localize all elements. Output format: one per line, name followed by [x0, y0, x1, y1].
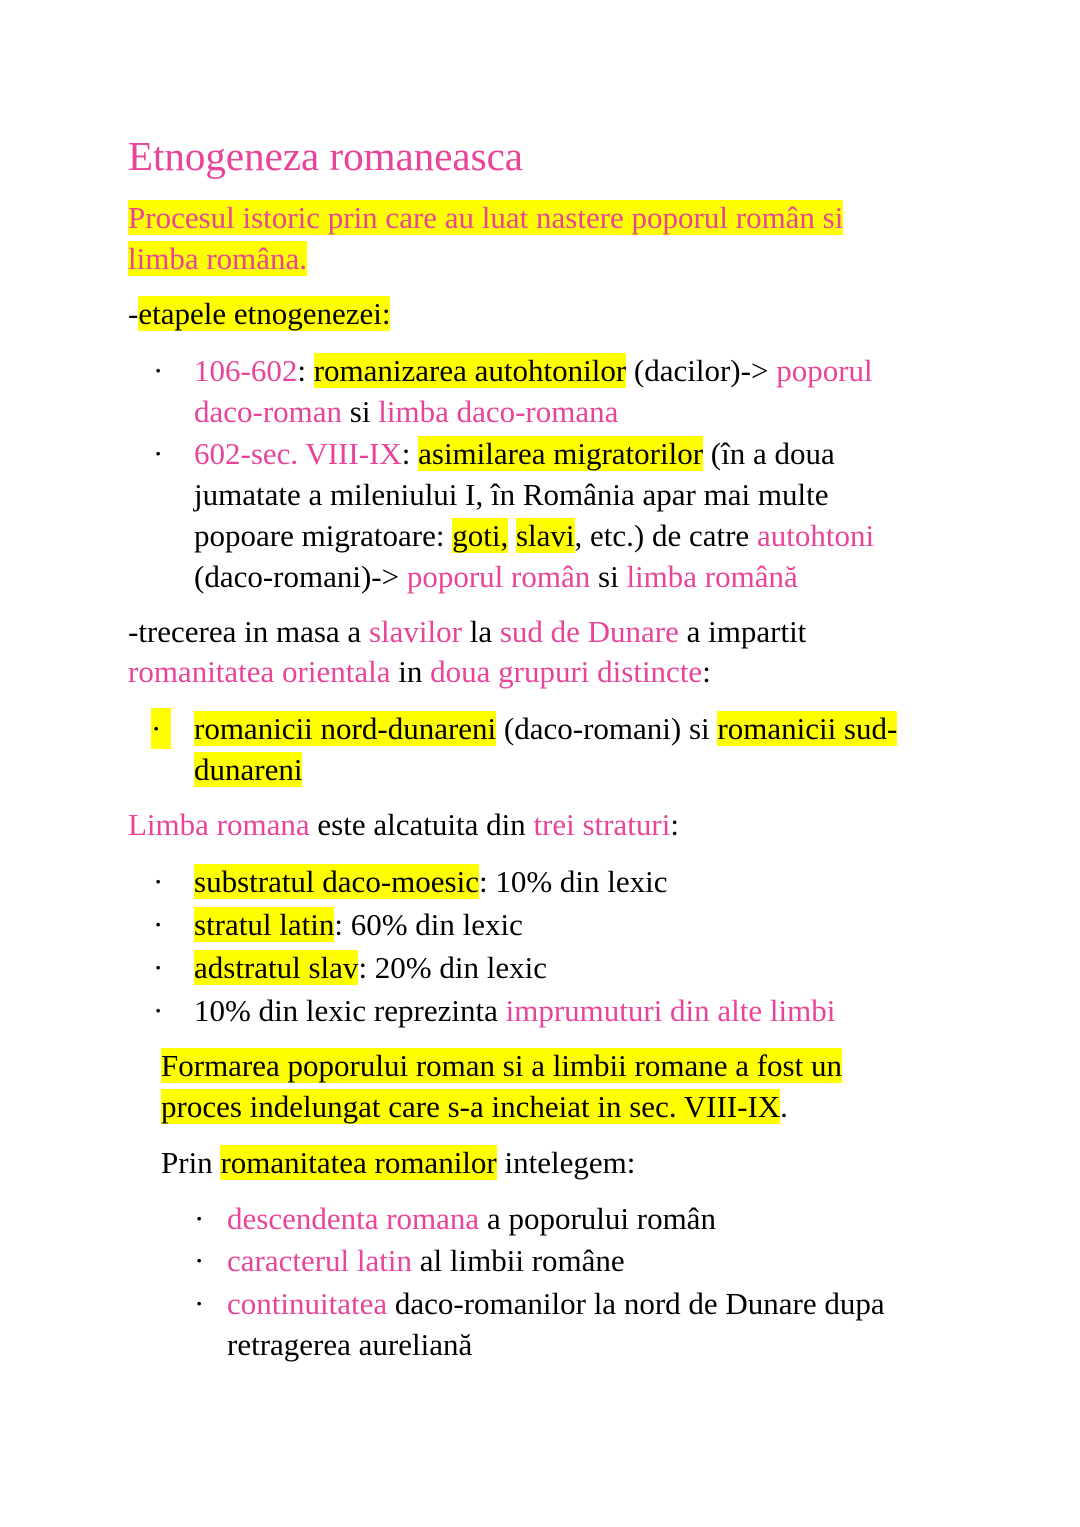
- period: .: [780, 1089, 788, 1124]
- layer-share: : 60% din lexic: [334, 907, 523, 942]
- group-south: dunareni: [194, 752, 303, 787]
- text: daco-romanilor la nord de Dunare dupa: [387, 1286, 885, 1321]
- layer-item: [194, 947, 547, 988]
- layer-share: : 20% din lexic: [358, 950, 547, 985]
- keyword: caracterul latin: [227, 1243, 413, 1278]
- groups-line-2: [194, 749, 302, 790]
- stage-name: romanizarea autohtonilor: [313, 353, 627, 388]
- stage-text: si: [590, 559, 627, 594]
- stage-1-line-1: [194, 350, 873, 391]
- layer-name: substratul daco-moesic: [194, 864, 479, 899]
- conclusion-text: Formarea poporului roman si a limbii romane a fost un: [161, 1048, 842, 1083]
- keyword: romanitatea orientala: [128, 654, 391, 689]
- stage-2-line-3: [194, 515, 874, 556]
- romanity-point: [227, 1198, 716, 1239]
- stage-text: popoare migratoare:: [194, 518, 453, 553]
- definition-text: Procesul istoric prin care au luat nastere poporul român si: [128, 200, 844, 235]
- keyword: romanitatea romanilor: [220, 1145, 497, 1180]
- stage-text: (daco-romani)->: [194, 559, 407, 594]
- layer-name: adstratul slav: [194, 950, 359, 985]
- dash: -: [128, 296, 139, 331]
- romanity-point-continued: retragerea aureliană: [227, 1327, 473, 1362]
- keyword: continuitatea: [227, 1286, 388, 1321]
- bullet-icon: ·: [153, 993, 164, 1028]
- stage-date: 106-602: [194, 353, 298, 388]
- stage-result: autohtoni: [756, 518, 875, 553]
- conclusion-text: proces indelungat care s-a incheiat in sec. VIII-IX: [161, 1089, 781, 1124]
- layer-item: [194, 904, 523, 945]
- sep: :: [297, 353, 314, 388]
- bullet-icon: ·: [153, 864, 164, 899]
- romanity-point: [227, 1283, 885, 1324]
- text: in: [390, 654, 431, 689]
- text: intelegem:: [496, 1145, 636, 1180]
- romanity-intro: [161, 1142, 635, 1183]
- text: (daco-romani) si: [496, 711, 718, 746]
- keyword: imprumuturi din alte limbi: [505, 993, 836, 1028]
- groups-line-1: [194, 708, 897, 749]
- slavs-paragraph-line-1: [128, 611, 806, 652]
- bullet-icon: ·: [153, 353, 164, 388]
- keyword: Limba romana: [128, 807, 310, 842]
- stage-text: , etc.) de catre: [574, 518, 757, 553]
- stage-date: 602-sec. VIII-IX: [194, 436, 402, 471]
- text: :: [670, 807, 679, 842]
- stages-heading-text: etapele etnogenezei:: [138, 296, 391, 331]
- stage-result: limba daco-romana: [378, 394, 619, 429]
- slavs-paragraph-line-2: [128, 651, 711, 692]
- layer-item: [194, 990, 835, 1031]
- keyword: slavilor: [368, 614, 462, 649]
- stage-2-line-4: [194, 556, 798, 597]
- keyword: sud de Dunare: [499, 614, 679, 649]
- text: -trecerea in masa a: [128, 614, 369, 649]
- stage-text: si: [342, 394, 379, 429]
- bullet-icon: ·: [194, 1201, 205, 1236]
- layer-name: stratul latin: [194, 907, 335, 942]
- text: Prin: [161, 1145, 221, 1180]
- bullet-icon: ·: [153, 950, 164, 985]
- sep: :: [401, 436, 419, 471]
- stage-2-line-1: [194, 433, 835, 474]
- layer-share: 10% din lexic reprezinta: [194, 993, 506, 1028]
- text: :: [702, 654, 711, 689]
- stage-name: asimilarea migratorilor: [418, 436, 704, 471]
- keyword: doua grupuri distincte: [430, 654, 703, 689]
- stage-text: (în a doua: [703, 436, 835, 471]
- stage-text: (dacilor)->: [626, 353, 777, 388]
- definition-line-1: [128, 197, 843, 238]
- stage-result: poporul român: [406, 559, 591, 594]
- bullet-icon: ·: [153, 907, 164, 942]
- text: este alcatuita din: [309, 807, 534, 842]
- stage-result: limba română: [626, 559, 798, 594]
- romanity-point: [227, 1240, 625, 1281]
- text: la: [461, 614, 500, 649]
- layers-intro: [128, 804, 679, 845]
- bullet-icon: ·: [194, 1243, 205, 1278]
- bullet-icon: ·: [194, 1286, 205, 1321]
- bullet-icon: ·: [153, 436, 164, 471]
- stage-1-line-2: [194, 391, 618, 432]
- migrator-slavi: slavi: [515, 518, 575, 553]
- conclusion-line-2: [161, 1086, 788, 1127]
- text: al limbii române: [412, 1243, 625, 1278]
- migrator-goti: goti,: [452, 518, 509, 553]
- layer-item: [194, 861, 668, 902]
- conclusion-line-1: [161, 1045, 842, 1086]
- layer-share: : 10% din lexic: [478, 864, 668, 899]
- group-north: romanicii nord-dunareni: [194, 711, 497, 746]
- text: a impartit: [678, 614, 807, 649]
- definition-text: limba româna.: [128, 241, 308, 276]
- definition-line-2: [128, 238, 307, 279]
- keyword: descendenta romana: [227, 1201, 480, 1236]
- text: a poporului român: [479, 1201, 716, 1236]
- stage-2-line-2: jumatate a mileniului I, în România apar mai multe: [194, 477, 829, 512]
- stage-result: daco-roman: [194, 394, 343, 429]
- group-south: romanicii sud-: [717, 711, 898, 746]
- stage-result: poporul: [776, 353, 873, 388]
- keyword: trei straturi: [533, 807, 671, 842]
- stages-heading: [128, 293, 390, 334]
- page-title: Etnogeneza romaneasca: [128, 133, 523, 179]
- space: [508, 518, 516, 553]
- bullet-icon: ·: [151, 708, 171, 749]
